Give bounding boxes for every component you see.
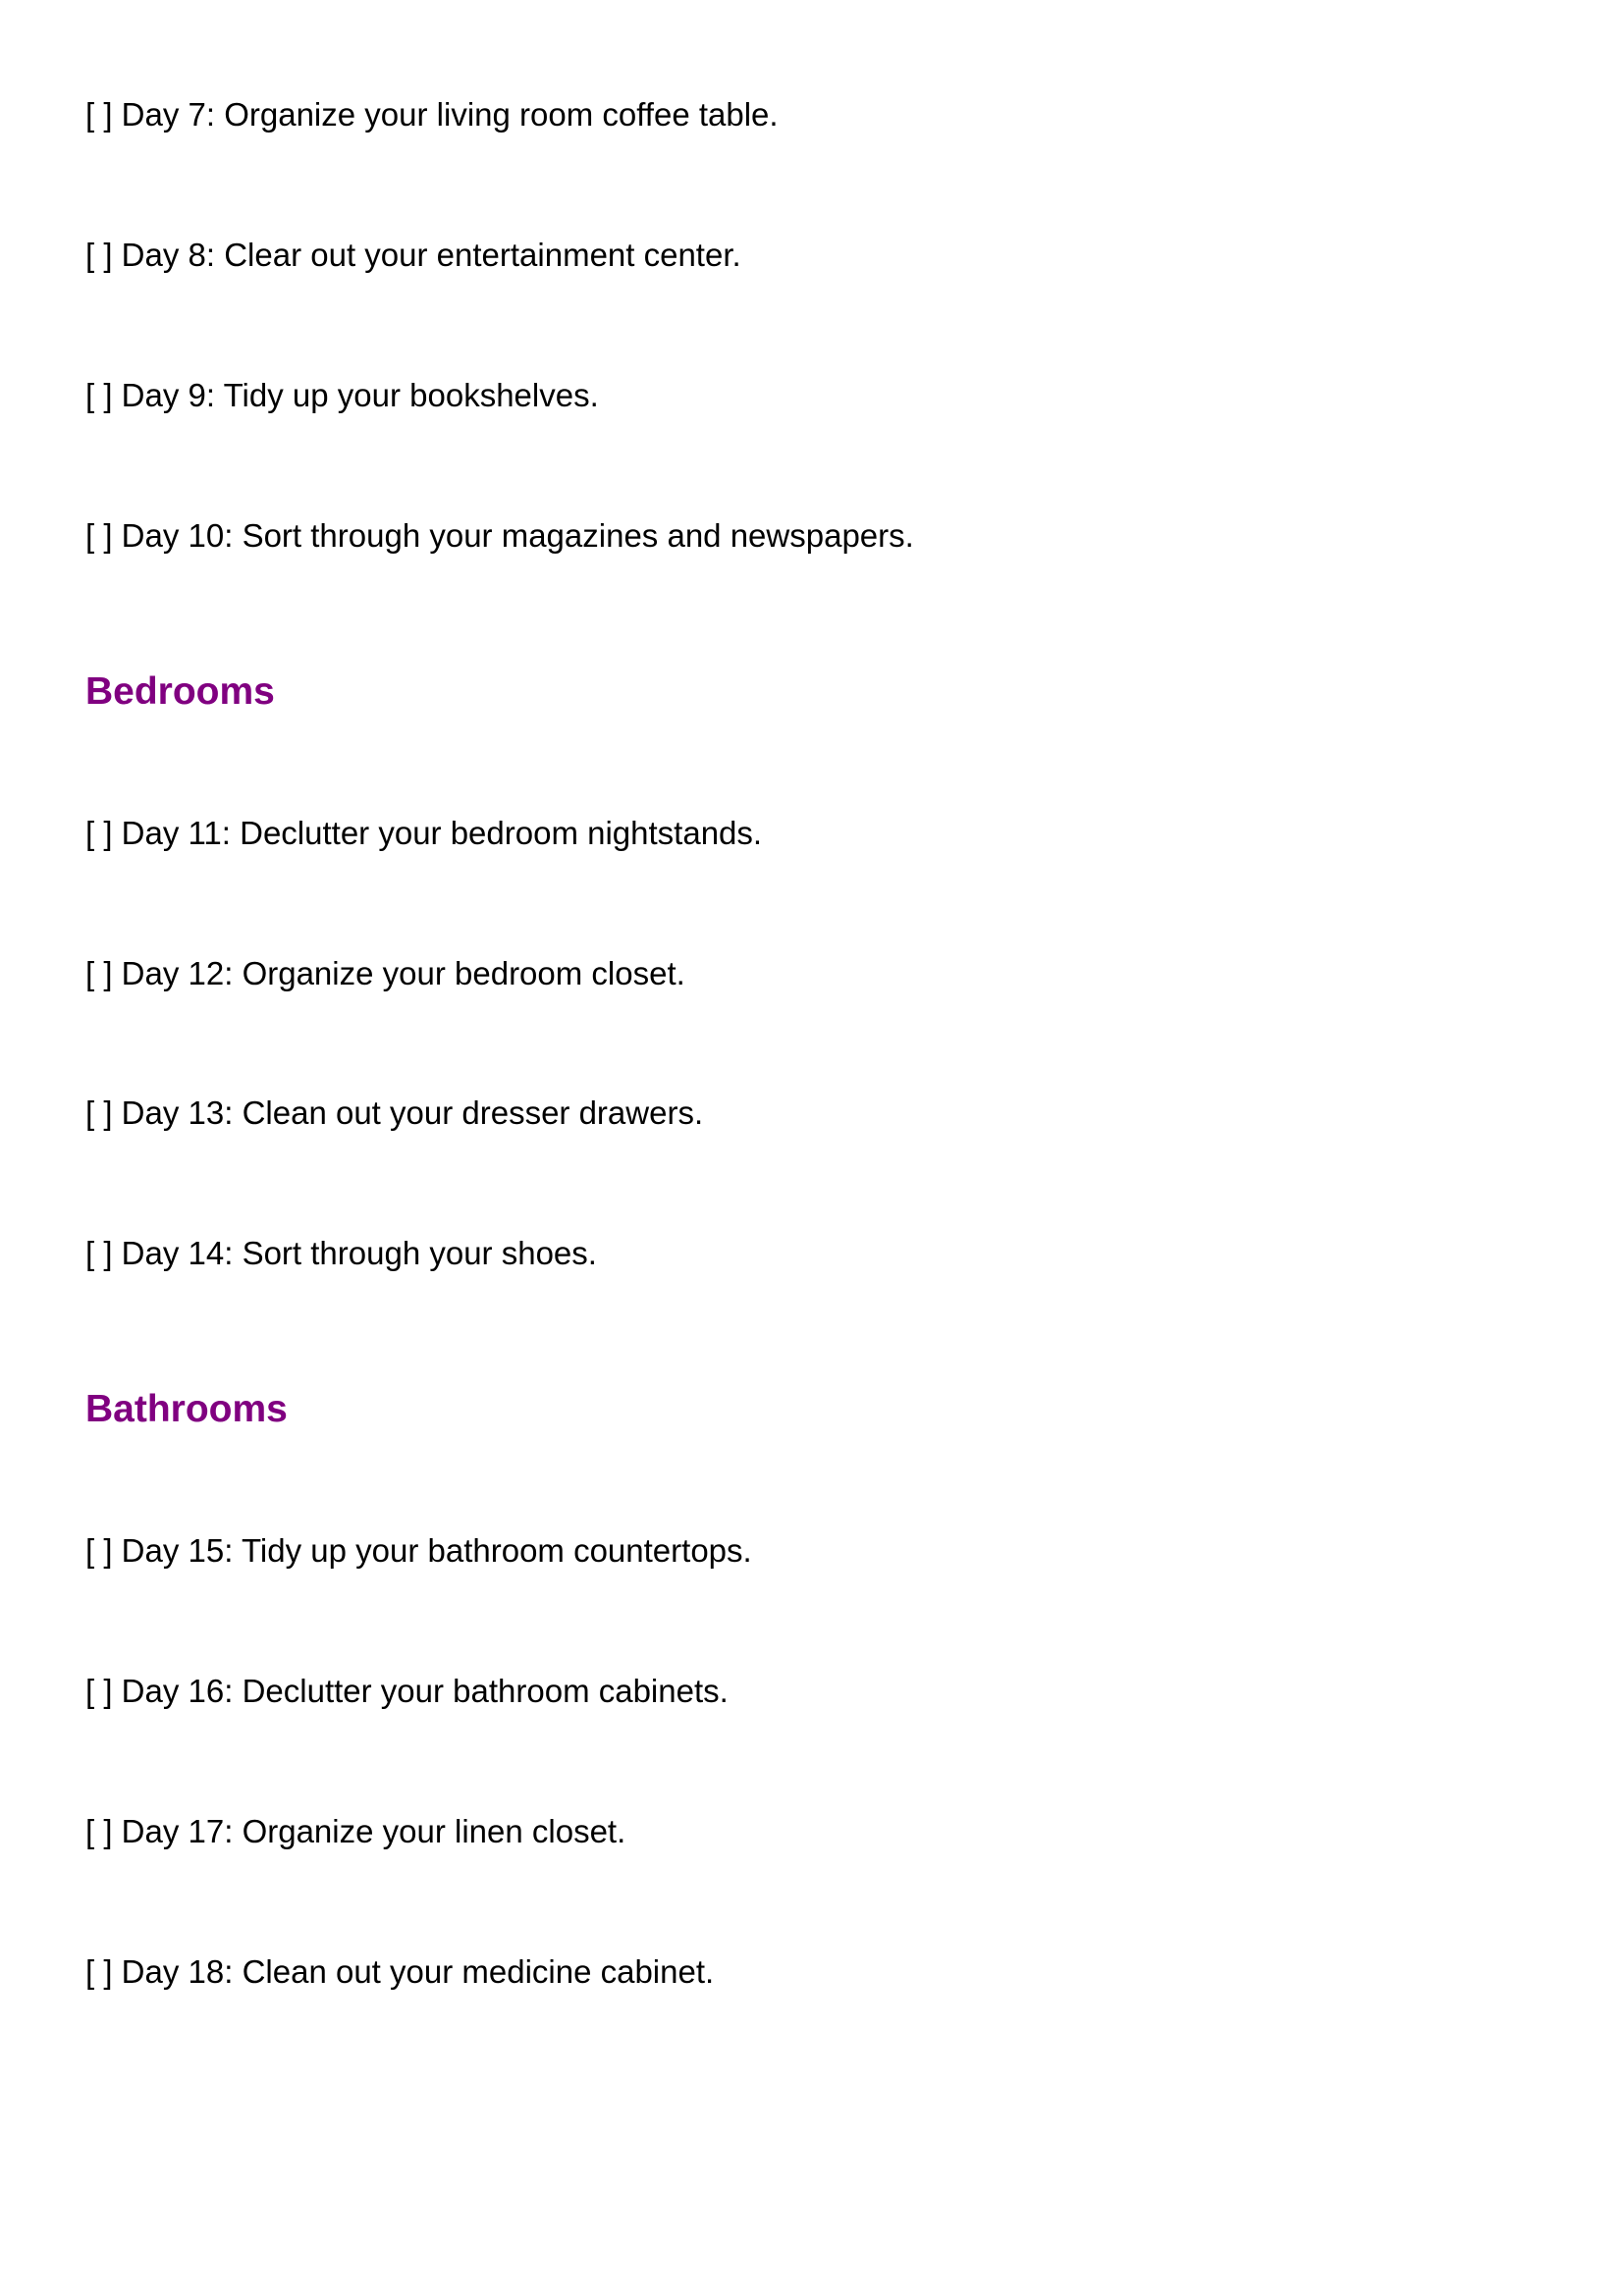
checklist-item-day-8: [ ] Day 8: Clear out your entertainment center. — [85, 237, 741, 273]
checklist-item-day-12: [ ] Day 12: Organize your bedroom closet. — [85, 955, 685, 991]
section-heading-bedrooms: Bedrooms — [85, 670, 275, 713]
checklist-item-day-10: [ ] Day 10: Sort through your magazines and newspapers. — [85, 517, 914, 554]
checklist-item-day-7: [ ] Day 7: Organize your living room coffee table. — [85, 96, 779, 133]
checklist-item-day-18: [ ] Day 18: Clean out your medicine cabinet. — [85, 1953, 715, 1990]
checklist-item-day-17: [ ] Day 17: Organize your linen closet. — [85, 1813, 626, 1849]
checklist-item-day-15: [ ] Day 15: Tidy up your bathroom countertops. — [85, 1532, 752, 1569]
checklist-item-day-9: [ ] Day 9: Tidy up your bookshelves. — [85, 377, 599, 413]
checklist-item-day-11: [ ] Day 11: Declutter your bedroom nightstands. — [85, 815, 763, 851]
checklist-item-day-14: [ ] Day 14: Sort through your shoes. — [85, 1235, 597, 1271]
section-heading-bathrooms: Bathrooms — [85, 1388, 288, 1430]
checklist-item-day-16: [ ] Day 16: Declutter your bathroom cabinets. — [85, 1673, 729, 1709]
checklist-item-day-13: [ ] Day 13: Clean out your dresser drawers. — [85, 1095, 704, 1131]
